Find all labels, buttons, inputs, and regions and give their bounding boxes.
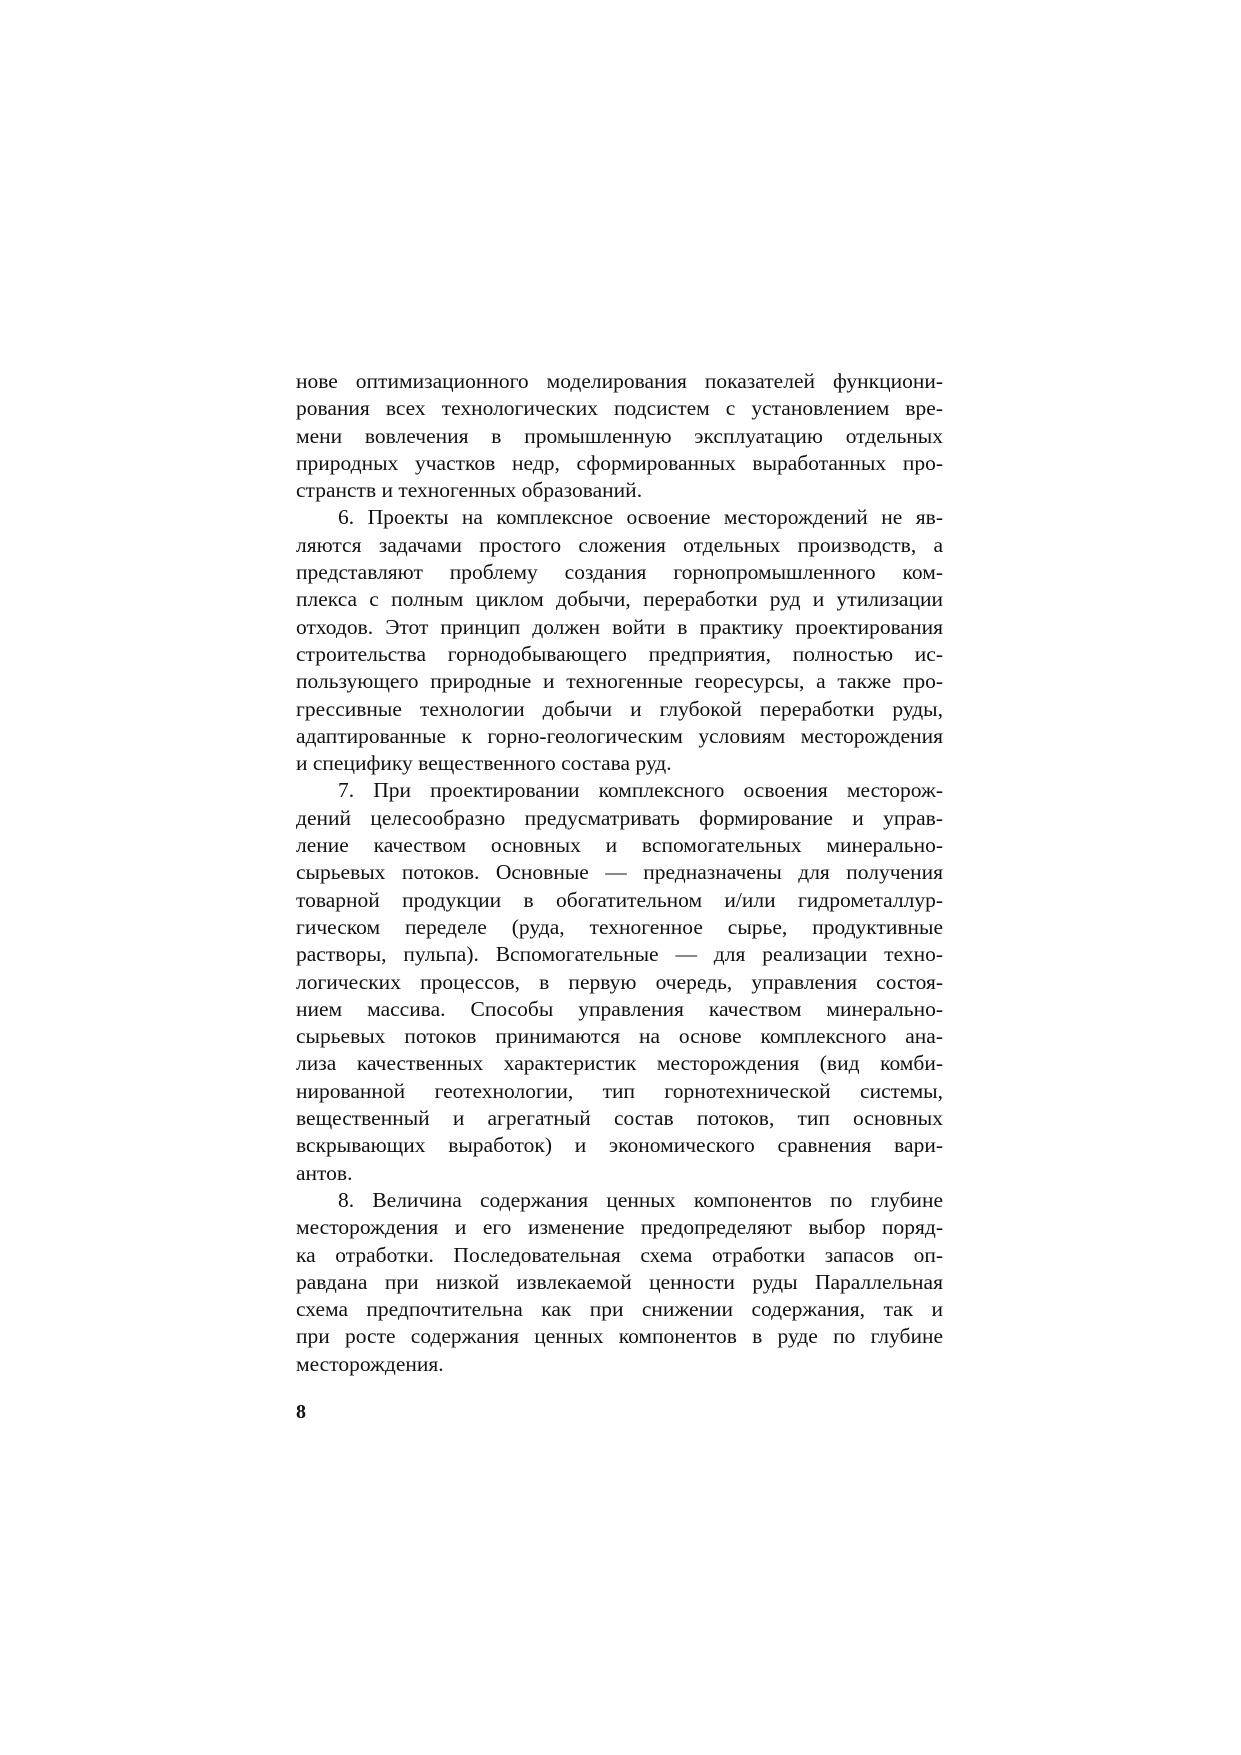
text-line: мени вовлечения в промышленную эксплуатацию отдельных [296,423,943,448]
text-line: нове оптимизационного моделирования показателей функциони- [296,369,943,393]
text-line: плекса с полным циклом добычи, переработки руд и утилизации [296,587,943,612]
text-line: лиза качественных характеристик месторождения (вид комби- [296,1051,943,1076]
text-line: ление качеством основных и вспомогательных минерально- [296,833,943,858]
body-text [296,368,943,1378]
text-line: грессивные технологии добычи и глубокой переработки руды, [296,696,943,721]
text-line: ка отработки. Последовательная схема отработки запасов оп- [296,1242,943,1267]
text-line: вскрывающих выработок) и экономического сравнения вари- [296,1133,943,1158]
text-line: отходов. Этот принцип должен войти в практику проектирования [296,614,943,639]
text-line: месторождения. [296,1351,444,1376]
text-line: строительства горнодобывающего предприятия, полностью ис- [296,641,943,666]
text-line: природных участков недр, сформированных выработанных про- [296,450,943,475]
text-line: логических процессов, в первую очередь, управления состоя- [296,969,943,994]
text-line: вещественный и агрегатный состав потоков, тип основных [296,1106,943,1131]
text-line: 7. При проектировании комплексного освоения месторож- [338,778,943,803]
text-line: товарной продукции в обогатительном и/или гидрометаллур- [296,887,943,912]
text-line: при росте содержания ценных компонентов в руде по глубине [296,1324,943,1349]
text-line: представляют проблему создания горнопромышленного ком- [296,560,943,585]
text-line: адаптированные к горно-геологическим условиям месторождения [296,723,943,748]
paragraph [296,777,943,1186]
text-line: схема предпочтительна как при снижении содержания, так и [296,1297,943,1322]
paragraph [296,504,943,777]
text-line: пользующего природные и техногенные георесурсы, а также про- [296,669,943,694]
page-number: 8 [296,1401,306,1423]
text-line: дений целесообразно предусматривать формирование и управ- [296,805,943,830]
text-line: ляются задачами простого сложения отдельных производств, а [296,532,943,557]
text-line: антов. [296,1160,353,1185]
text-line: нированной геотехнологии, тип горнотехнической системы, [296,1078,943,1103]
text-line: гическом переделе (руда, техногенное сырье, продуктивные [296,914,943,939]
text-line: рования всех технологических подсистем с установлением вре- [296,396,943,421]
paragraph [296,368,943,504]
text-line: месторождения и его изменение предопределяют выбор поряд- [296,1215,943,1240]
text-line: нием массива. Способы управления качеством минерально- [296,996,943,1021]
text-line: 6. Проекты на комплексное освоение месторождений не яв- [338,505,943,530]
text-line: растворы, пульпа). Вспомогательные — для реализации техно- [296,942,943,967]
text-line: и специфику вещественного состава руд. [296,751,672,776]
text-line: сырьевых потоков принимаются на основе комплексного ана- [296,1024,943,1049]
text-line: равдана при низкой извлекаемой ценности руды Параллельная [296,1269,943,1294]
paragraph [296,1187,943,1378]
text-line: 8. Величина содержания ценных компонентов по глубине [338,1187,943,1212]
text-line: странств и техногенных образований. [296,478,643,503]
text-line: сырьевых потоков. Основные — предназначены для получения [296,860,943,885]
